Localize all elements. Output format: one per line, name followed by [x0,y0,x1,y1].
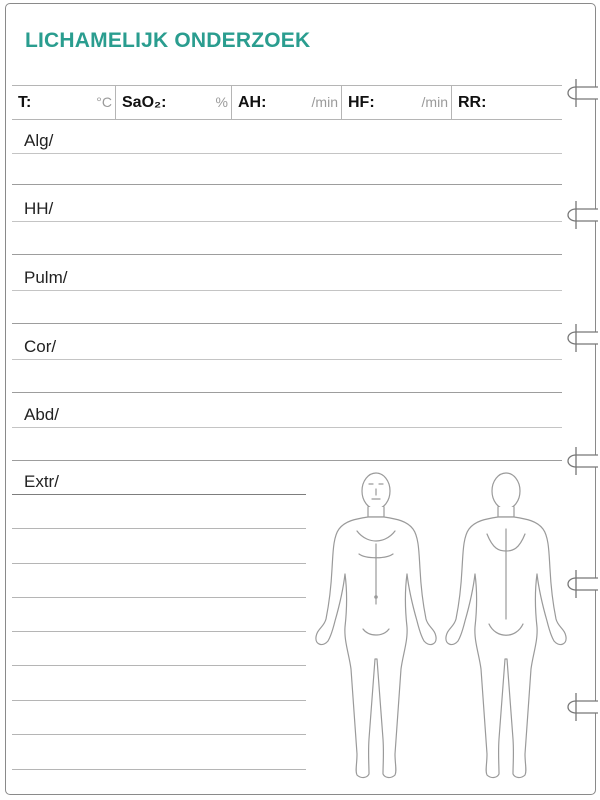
write-line [12,665,306,666]
write-line [12,221,562,222]
page-title: LICHAMELIJK ONDERZOEK [25,29,311,52]
section-hh[interactable] [12,192,562,254]
temperature-unit: °C [96,94,112,110]
section-label-extr: Extr/ [24,472,59,491]
binder-ring-icon [562,77,598,109]
section-pulm[interactable] [12,261,562,323]
write-line [12,494,306,495]
rr-label: RR: [458,94,487,111]
rr-field[interactable] [452,86,562,119]
write-line [12,359,562,360]
section-label-alg: Alg/ [24,131,54,150]
ah-field[interactable] [232,86,342,119]
hf-label: HF: [348,94,375,111]
section-label-abd: Abd/ [24,405,59,424]
sao2-unit: % [215,94,228,110]
sao2-field[interactable] [116,86,232,119]
section-divider [12,254,562,255]
write-line [12,427,562,428]
write-line [12,769,306,770]
ah-label: AH: [238,94,267,111]
sao2-label: SaO₂: [122,94,167,111]
binder-ring-icon [562,568,598,600]
write-line [12,153,562,154]
form-sheet [5,3,596,795]
section-alg[interactable] [12,124,562,186]
binder-ring-icon [562,691,598,723]
section-divider [12,460,562,461]
section-label-hh: HH/ [24,199,54,218]
write-line [12,631,306,632]
write-line [12,528,306,529]
write-line [12,597,306,598]
hf-field[interactable] [342,86,452,119]
binder-ring-icon [562,445,598,477]
binder-ring-icon [562,322,598,354]
hf-unit: /min [421,94,448,110]
section-cor[interactable] [12,331,562,393]
section-divider [12,392,562,393]
binder-ring-icon [562,199,598,231]
write-line [12,700,306,701]
vitals-row [12,85,562,120]
write-line [12,290,562,291]
section-divider [12,184,562,185]
section-label-cor: Cor/ [24,337,57,356]
temperature-label: T: [18,94,32,111]
section-divider [12,323,562,324]
section-label-pulm: Pulm/ [24,268,68,287]
body-back-figure [446,473,566,778]
write-line [12,563,306,564]
ah-unit: /min [311,94,338,110]
body-diagram [311,469,581,784]
section-abd[interactable] [12,399,562,461]
body-front-figure [316,473,436,778]
write-line [12,734,306,735]
temperature-field[interactable] [12,86,116,119]
